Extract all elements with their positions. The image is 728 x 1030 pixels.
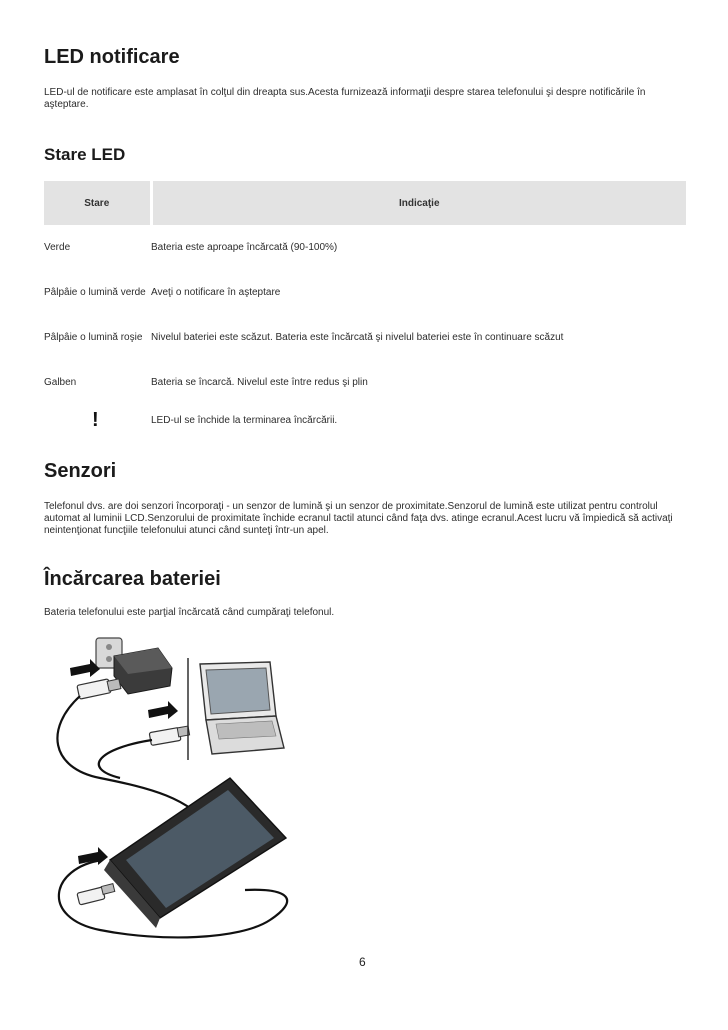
note-text: LED-ul se închide la terminarea încărcării. <box>151 415 338 426</box>
state-cell: Pâlpâie o lumină verde <box>44 287 146 298</box>
usb-plug-icon <box>77 884 115 905</box>
section-title-led: LED notificare <box>44 46 180 68</box>
state-cell: Galben <box>44 377 77 388</box>
table-note-row <box>44 405 686 461</box>
section-title-senzori: Senzori <box>44 460 117 482</box>
section-title-incarcare: Încărcarea bateriei <box>44 568 221 590</box>
charger-adapter-icon <box>114 648 172 694</box>
phone-icon <box>104 778 286 928</box>
indication-cell: Nivelul bateriei este scăzut. Bateria este încărcată şi nivelul bateriei este în continuare scăzut <box>151 332 564 343</box>
table-row <box>44 360 686 405</box>
incarcare-description: Bateria telefonului este parţial încărcată când cumpăraţi telefonul. <box>44 607 335 618</box>
indication-cell: Bateria este aproape încărcată (90-100%) <box>151 242 338 253</box>
charging-illustration <box>40 628 290 948</box>
indication-cell: Bateria se încarcă. Nivelul este între redus şi plin <box>151 377 368 388</box>
table-row <box>44 315 686 360</box>
usb-plug-icon <box>77 679 121 699</box>
section-title-stare-led: Stare LED <box>44 145 126 164</box>
laptop-icon <box>200 662 284 754</box>
led-status-table <box>44 181 686 461</box>
column-header-indicatie: Indicaţie <box>151 181 686 225</box>
state-cell: Verde <box>44 242 71 253</box>
table-header-row <box>44 181 686 225</box>
usb-plug-icon <box>149 726 189 745</box>
exclamation-icon: ! <box>92 409 99 431</box>
page-number: 6 <box>359 955 366 969</box>
state-cell: Pâlpâie o lumină roşie <box>44 332 143 343</box>
column-header-stare: Stare <box>44 181 151 225</box>
led-description: LED-ul de notificare este amplasat în colţul din dreapta sus.Acesta furnizează informaţii despre starea telefonului şi despre notificările în aşteptare. <box>44 87 646 110</box>
indication-cell: Aveţi o notificare în aşteptare <box>151 287 281 298</box>
table-row <box>44 225 686 270</box>
senzori-description: Telefonul dvs. are doi senzori încorporaţi - un senzor de lumină şi un senzor de proximitate.Senzorul de lumină este utilizat pentru controlul automat al luminii LCD.Senzorului de proximitate închide ecranul tactil atunci când faţa dvs. atinge ecranul.Acest lucru vă împiedică să activaţi neintenţionat funcţiile telefonului atunci când sunteţi într-un apel. <box>44 501 673 536</box>
table-row <box>44 270 686 315</box>
